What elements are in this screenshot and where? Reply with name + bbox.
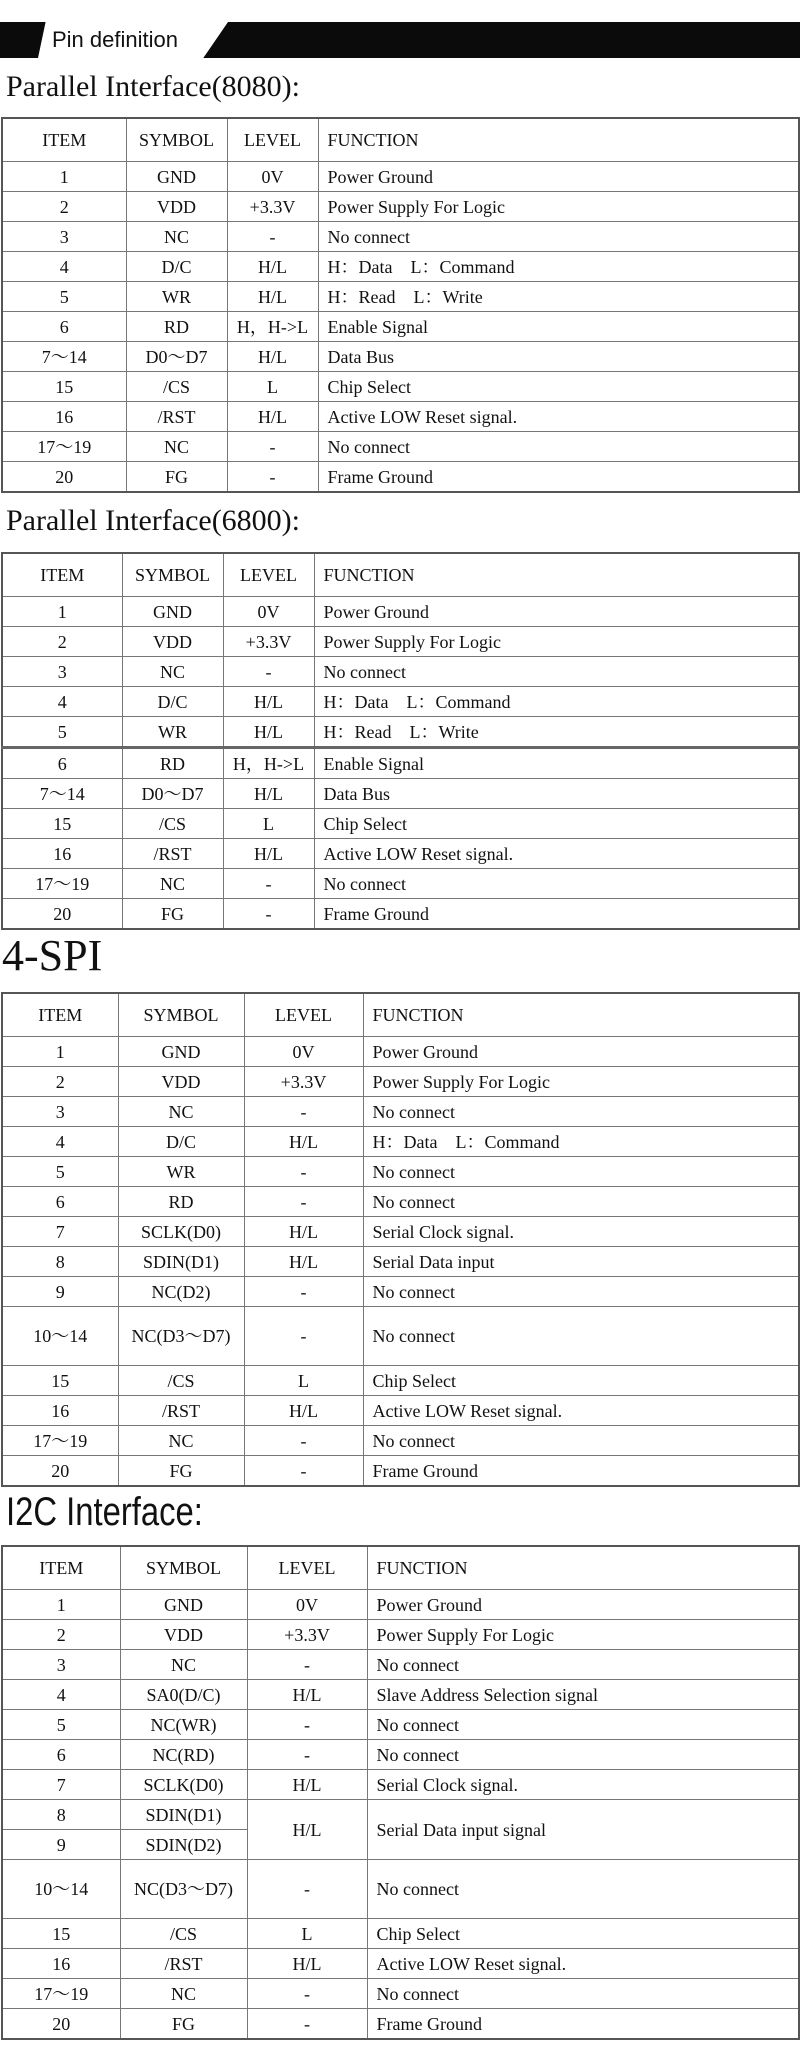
header-item: ITEM bbox=[2, 118, 126, 162]
cell-function: Chip Select bbox=[318, 372, 799, 402]
cell-symbol: /CS bbox=[120, 1919, 247, 1949]
cell-symbol: SA0(D/C) bbox=[120, 1680, 247, 1710]
cell-item: 3 bbox=[2, 657, 122, 687]
cell-level: - bbox=[247, 2009, 367, 2040]
cell-symbol: WR bbox=[126, 282, 227, 312]
cell-function: Chip Select bbox=[367, 1919, 799, 1949]
cell-symbol: GND bbox=[122, 597, 223, 627]
cell-function: No connect bbox=[363, 1426, 799, 1456]
cell-symbol: NC bbox=[118, 1097, 244, 1127]
table-header-row bbox=[2, 993, 799, 1037]
cell-symbol: RD bbox=[126, 312, 227, 342]
cell-symbol: VDD bbox=[126, 192, 227, 222]
cell-item: 4 bbox=[2, 1680, 120, 1710]
table-row bbox=[2, 839, 799, 869]
cell-function: No connect bbox=[367, 1979, 799, 2009]
cell-symbol: NC(RD) bbox=[120, 1740, 247, 1770]
cell-level: - bbox=[244, 1307, 363, 1366]
header-level: LEVEL bbox=[223, 553, 314, 597]
cell-item: 6 bbox=[2, 1187, 118, 1217]
cell-function: Power Ground bbox=[318, 162, 799, 192]
cell-item: 16 bbox=[2, 1396, 118, 1426]
cell-level: H/L bbox=[227, 282, 318, 312]
table-row bbox=[2, 809, 799, 839]
table-header-row bbox=[2, 118, 799, 162]
cell-item: 17～19 bbox=[2, 1426, 118, 1456]
table-row bbox=[2, 717, 799, 748]
cell-function: No connect bbox=[367, 1740, 799, 1770]
cell-function: No connect bbox=[363, 1307, 799, 1366]
cell-item: 17～19 bbox=[2, 432, 126, 462]
cell-symbol: NC(D2) bbox=[118, 1277, 244, 1307]
cell-level: H/L bbox=[247, 1800, 367, 1860]
cell-function: Power Ground bbox=[314, 597, 799, 627]
cell-level: L bbox=[247, 1919, 367, 1949]
cell-function: No connect bbox=[367, 1710, 799, 1740]
pin-table bbox=[1, 992, 800, 1487]
cell-item: 8 bbox=[2, 1247, 118, 1277]
header-symbol: SYMBOL bbox=[122, 553, 223, 597]
table-row bbox=[2, 462, 799, 493]
cell-function: Frame Ground bbox=[363, 1456, 799, 1487]
table-row bbox=[2, 432, 799, 462]
cell-level: - bbox=[244, 1456, 363, 1487]
table-row bbox=[2, 162, 799, 192]
cell-item: 2 bbox=[2, 192, 126, 222]
cell-level: H，H->L bbox=[223, 748, 314, 779]
table-row bbox=[2, 1396, 799, 1426]
cell-item: 7～14 bbox=[2, 779, 122, 809]
cell-item: 15 bbox=[2, 372, 126, 402]
cell-symbol: SDIN(D1) bbox=[118, 1247, 244, 1277]
header-symbol: SYMBOL bbox=[126, 118, 227, 162]
cell-item: 8 bbox=[2, 1800, 120, 1830]
cell-level: - bbox=[247, 1710, 367, 1740]
table-row bbox=[2, 1037, 799, 1067]
section-title: Parallel Interface(6800): bbox=[6, 504, 301, 537]
cell-level: - bbox=[244, 1097, 363, 1127]
cell-function: Active LOW Reset signal. bbox=[314, 839, 799, 869]
cell-symbol: NC(D3～D7) bbox=[120, 1860, 247, 1919]
table-row bbox=[2, 1067, 799, 1097]
cell-symbol: SDIN(D2) bbox=[120, 1830, 247, 1860]
table-row bbox=[2, 1187, 799, 1217]
table-row bbox=[2, 312, 799, 342]
cell-function: Serial Data input signal bbox=[367, 1800, 799, 1860]
cell-level: H，H->L bbox=[227, 312, 318, 342]
cell-level: H/L bbox=[227, 342, 318, 372]
cell-symbol: D/C bbox=[122, 687, 223, 717]
cell-symbol: D0～D7 bbox=[126, 342, 227, 372]
table-row bbox=[2, 899, 799, 930]
cell-function: Serial Data input bbox=[363, 1247, 799, 1277]
header-function: FUNCTION bbox=[367, 1546, 799, 1590]
cell-function: Active LOW Reset signal. bbox=[363, 1396, 799, 1426]
cell-level: H/L bbox=[223, 779, 314, 809]
cell-function: Power Supply For Logic bbox=[318, 192, 799, 222]
cell-function: Frame Ground bbox=[318, 462, 799, 493]
cell-item: 5 bbox=[2, 717, 122, 748]
cell-item: 4 bbox=[2, 252, 126, 282]
cell-item: 5 bbox=[2, 282, 126, 312]
cell-function: Data Bus bbox=[318, 342, 799, 372]
cell-function: No connect bbox=[367, 1650, 799, 1680]
table-row bbox=[2, 1800, 799, 1830]
cell-item: 5 bbox=[2, 1710, 120, 1740]
cell-level: H/L bbox=[227, 252, 318, 282]
cell-item: 17～19 bbox=[2, 1979, 120, 2009]
cell-level: H/L bbox=[244, 1396, 363, 1426]
table-row bbox=[2, 1620, 799, 1650]
table-row bbox=[2, 1770, 799, 1800]
cell-symbol: D0～D7 bbox=[122, 779, 223, 809]
table-row bbox=[2, 402, 799, 432]
cell-item: 1 bbox=[2, 162, 126, 192]
cell-item: 16 bbox=[2, 402, 126, 432]
table-row bbox=[2, 372, 799, 402]
cell-function: Slave Address Selection signal bbox=[367, 1680, 799, 1710]
cell-level: - bbox=[247, 1860, 367, 1919]
cell-item: 17～19 bbox=[2, 869, 122, 899]
cell-symbol: NC bbox=[120, 1650, 247, 1680]
cell-item: 2 bbox=[2, 1620, 120, 1650]
cell-level: - bbox=[247, 1979, 367, 2009]
table-row bbox=[2, 687, 799, 717]
cell-level: - bbox=[247, 1650, 367, 1680]
cell-level: L bbox=[223, 809, 314, 839]
cell-level: 0V bbox=[247, 1590, 367, 1620]
header-item: ITEM bbox=[2, 1546, 120, 1590]
table-row bbox=[2, 1426, 799, 1456]
cell-function: Frame Ground bbox=[314, 899, 799, 930]
cell-item: 15 bbox=[2, 809, 122, 839]
cell-level: H/L bbox=[244, 1247, 363, 1277]
cell-level: H/L bbox=[247, 1949, 367, 1979]
cell-function: No connect bbox=[314, 869, 799, 899]
cell-level: H/L bbox=[223, 687, 314, 717]
cell-item: 6 bbox=[2, 312, 126, 342]
section-title: 4-SPI bbox=[2, 931, 103, 980]
cell-symbol: NC(WR) bbox=[120, 1710, 247, 1740]
cell-item: 7～14 bbox=[2, 342, 126, 372]
cell-function: Power Supply For Logic bbox=[363, 1067, 799, 1097]
cell-item: 9 bbox=[2, 1277, 118, 1307]
cell-symbol: WR bbox=[118, 1157, 244, 1187]
cell-symbol: /RST bbox=[118, 1396, 244, 1426]
cell-level: H/L bbox=[223, 839, 314, 869]
section-title: I2C Interface: bbox=[6, 1490, 203, 1534]
cell-symbol: GND bbox=[118, 1037, 244, 1067]
cell-symbol: NC bbox=[120, 1979, 247, 2009]
cell-symbol: /RST bbox=[120, 1949, 247, 1979]
table-row bbox=[2, 748, 799, 779]
cell-level: - bbox=[244, 1157, 363, 1187]
cell-symbol: NC bbox=[122, 657, 223, 687]
table-row bbox=[2, 1919, 799, 1949]
cell-level: - bbox=[223, 899, 314, 930]
cell-level: L bbox=[227, 372, 318, 402]
table-row bbox=[2, 627, 799, 657]
table-row bbox=[2, 1860, 799, 1919]
cell-level: H/L bbox=[244, 1217, 363, 1247]
cell-symbol: NC bbox=[118, 1426, 244, 1456]
cell-item: 3 bbox=[2, 222, 126, 252]
table-row bbox=[2, 1979, 799, 2009]
cell-function: Enable Signal bbox=[314, 748, 799, 779]
table-row bbox=[2, 869, 799, 899]
cell-function: Power Supply For Logic bbox=[314, 627, 799, 657]
table-row bbox=[2, 1680, 799, 1710]
cell-item: 4 bbox=[2, 1127, 118, 1157]
table-row bbox=[2, 1366, 799, 1396]
cell-symbol: NC bbox=[122, 869, 223, 899]
cell-symbol: SCLK(D0) bbox=[120, 1770, 247, 1800]
table-row bbox=[2, 1740, 799, 1770]
banner-title: Pin definition bbox=[52, 27, 178, 52]
cell-level: - bbox=[244, 1187, 363, 1217]
cell-symbol: GND bbox=[120, 1590, 247, 1620]
header-item: ITEM bbox=[2, 993, 118, 1037]
cell-level: - bbox=[227, 222, 318, 252]
cell-symbol: FG bbox=[122, 899, 223, 930]
cell-function: Chip Select bbox=[363, 1366, 799, 1396]
cell-symbol: /CS bbox=[126, 372, 227, 402]
cell-item: 20 bbox=[2, 1456, 118, 1487]
cell-symbol: WR bbox=[122, 717, 223, 748]
cell-level: H/L bbox=[223, 717, 314, 748]
cell-function: Enable Signal bbox=[318, 312, 799, 342]
cell-item: 20 bbox=[2, 899, 122, 930]
cell-symbol: FG bbox=[126, 462, 227, 493]
section-title: Parallel Interface(8080): bbox=[6, 70, 301, 103]
table-row bbox=[2, 342, 799, 372]
cell-level: - bbox=[223, 869, 314, 899]
cell-function: H：Data L：Command bbox=[318, 252, 799, 282]
header-symbol: SYMBOL bbox=[120, 1546, 247, 1590]
cell-symbol: FG bbox=[118, 1456, 244, 1487]
table-row bbox=[2, 1247, 799, 1277]
cell-function: H：Data L：Command bbox=[314, 687, 799, 717]
table-row bbox=[2, 1456, 799, 1487]
cell-symbol: /RST bbox=[122, 839, 223, 869]
cell-level: 0V bbox=[227, 162, 318, 192]
cell-item: 9 bbox=[2, 1830, 120, 1860]
header-level: LEVEL bbox=[227, 118, 318, 162]
cell-level: - bbox=[244, 1277, 363, 1307]
cell-symbol: NC bbox=[126, 432, 227, 462]
table-row bbox=[2, 1217, 799, 1247]
cell-symbol: /CS bbox=[122, 809, 223, 839]
cell-function: H：Read L：Write bbox=[314, 717, 799, 748]
cell-symbol: RD bbox=[122, 748, 223, 779]
cell-level: 0V bbox=[244, 1037, 363, 1067]
cell-level: H/L bbox=[244, 1127, 363, 1157]
cell-level: +3.3V bbox=[244, 1067, 363, 1097]
cell-symbol: SDIN(D1) bbox=[120, 1800, 247, 1830]
cell-level: L bbox=[244, 1366, 363, 1396]
cell-item: 20 bbox=[2, 2009, 120, 2040]
table-row bbox=[2, 1949, 799, 1979]
table-header-row bbox=[2, 553, 799, 597]
cell-level: +3.3V bbox=[223, 627, 314, 657]
cell-level: - bbox=[223, 657, 314, 687]
table-row bbox=[2, 1650, 799, 1680]
header-level: LEVEL bbox=[244, 993, 363, 1037]
cell-symbol: /CS bbox=[118, 1366, 244, 1396]
table-row bbox=[2, 1307, 799, 1366]
cell-item: 2 bbox=[2, 1067, 118, 1097]
table-header-row bbox=[2, 1546, 799, 1590]
cell-symbol: NC(D3～D7) bbox=[118, 1307, 244, 1366]
cell-function: No connect bbox=[363, 1187, 799, 1217]
cell-function: Active LOW Reset signal. bbox=[367, 1949, 799, 1979]
table-row bbox=[2, 252, 799, 282]
header-level: LEVEL bbox=[247, 1546, 367, 1590]
cell-symbol: VDD bbox=[122, 627, 223, 657]
table-row bbox=[2, 282, 799, 312]
cell-symbol: RD bbox=[118, 1187, 244, 1217]
table-row bbox=[2, 1590, 799, 1620]
cell-function: Power Supply For Logic bbox=[367, 1620, 799, 1650]
cell-item: 3 bbox=[2, 1097, 118, 1127]
cell-item: 7 bbox=[2, 1770, 120, 1800]
cell-item: 1 bbox=[2, 1590, 120, 1620]
table-row bbox=[2, 657, 799, 687]
table-row bbox=[2, 222, 799, 252]
header-function: FUNCTION bbox=[363, 993, 799, 1037]
pin-table bbox=[1, 1545, 800, 2040]
cell-symbol: NC bbox=[126, 222, 227, 252]
cell-item: 5 bbox=[2, 1157, 118, 1187]
cell-function: Active LOW Reset signal. bbox=[318, 402, 799, 432]
cell-item: 10～14 bbox=[2, 1307, 118, 1366]
header-function: FUNCTION bbox=[318, 118, 799, 162]
cell-symbol: D/C bbox=[126, 252, 227, 282]
cell-item: 16 bbox=[2, 839, 122, 869]
section-banner bbox=[0, 22, 800, 58]
cell-level: H/L bbox=[247, 1770, 367, 1800]
cell-item: 4 bbox=[2, 687, 122, 717]
cell-item: 1 bbox=[2, 597, 122, 627]
cell-symbol: VDD bbox=[120, 1620, 247, 1650]
cell-item: 6 bbox=[2, 748, 122, 779]
cell-function: Power Ground bbox=[363, 1037, 799, 1067]
cell-level: - bbox=[247, 1740, 367, 1770]
cell-function: Power Ground bbox=[367, 1590, 799, 1620]
cell-function: No connect bbox=[318, 432, 799, 462]
cell-function: No connect bbox=[363, 1097, 799, 1127]
cell-item: 2 bbox=[2, 627, 122, 657]
cell-function: H：Read L：Write bbox=[318, 282, 799, 312]
cell-function: H：Data L：Command bbox=[363, 1127, 799, 1157]
cell-level: +3.3V bbox=[227, 192, 318, 222]
cell-item: 7 bbox=[2, 1217, 118, 1247]
cell-level: - bbox=[227, 462, 318, 493]
table-row bbox=[2, 1710, 799, 1740]
cell-symbol: GND bbox=[126, 162, 227, 192]
cell-item: 15 bbox=[2, 1919, 120, 1949]
cell-function: No connect bbox=[367, 1860, 799, 1919]
cell-function: Serial Clock signal. bbox=[363, 1217, 799, 1247]
table-row bbox=[2, 597, 799, 627]
table-row bbox=[2, 2009, 799, 2040]
table-row bbox=[2, 1277, 799, 1307]
table-row bbox=[2, 779, 799, 809]
cell-level: - bbox=[227, 432, 318, 462]
header-item: ITEM bbox=[2, 553, 122, 597]
cell-symbol: D/C bbox=[118, 1127, 244, 1157]
cell-function: Data Bus bbox=[314, 779, 799, 809]
cell-function: No connect bbox=[318, 222, 799, 252]
table-row bbox=[2, 1157, 799, 1187]
cell-function: Chip Select bbox=[314, 809, 799, 839]
table-row bbox=[2, 192, 799, 222]
cell-level: +3.3V bbox=[247, 1620, 367, 1650]
cell-symbol: /RST bbox=[126, 402, 227, 432]
cell-function: No connect bbox=[363, 1157, 799, 1187]
header-symbol: SYMBOL bbox=[118, 993, 244, 1037]
cell-item: 15 bbox=[2, 1366, 118, 1396]
cell-item: 1 bbox=[2, 1037, 118, 1067]
pin-table bbox=[1, 552, 800, 930]
cell-level: - bbox=[244, 1426, 363, 1456]
cell-level: 0V bbox=[223, 597, 314, 627]
table-row bbox=[2, 1127, 799, 1157]
header-function: FUNCTION bbox=[314, 553, 799, 597]
table-row bbox=[2, 1097, 799, 1127]
pin-table bbox=[1, 117, 800, 493]
cell-symbol: SCLK(D0) bbox=[118, 1217, 244, 1247]
cell-item: 3 bbox=[2, 1650, 120, 1680]
cell-level: H/L bbox=[227, 402, 318, 432]
cell-symbol: VDD bbox=[118, 1067, 244, 1097]
cell-symbol: FG bbox=[120, 2009, 247, 2040]
cell-item: 20 bbox=[2, 462, 126, 493]
cell-function: No connect bbox=[363, 1277, 799, 1307]
cell-function: Frame Ground bbox=[367, 2009, 799, 2040]
cell-level: H/L bbox=[247, 1680, 367, 1710]
cell-item: 16 bbox=[2, 1949, 120, 1979]
cell-item: 10～14 bbox=[2, 1860, 120, 1919]
cell-function: No connect bbox=[314, 657, 799, 687]
cell-function: Serial Clock signal. bbox=[367, 1770, 799, 1800]
cell-item: 6 bbox=[2, 1740, 120, 1770]
